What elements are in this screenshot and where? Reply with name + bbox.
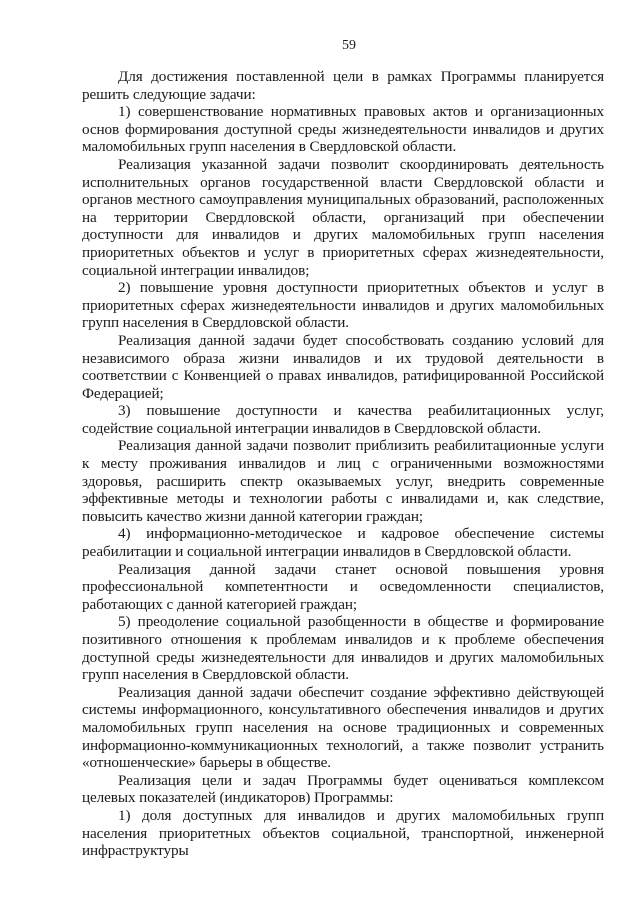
paragraph-task-5: 5) преодоление социальной разобщенности в обществе и формирование позитивного отношения к проблемам инвалидов и к проблеме обеспечения доступной среды жизнедеятельности для инвалидов и других маломобильных групп населения в Свердловской области.: [82, 613, 604, 684]
paragraph-intro: Для достижения поставленной цели в рамках Программы планируется решить следующие задачи:: [82, 68, 604, 103]
paragraph-indicators-intro: Реализация цели и задач Программы будет оцениваться комплексом целевых показателей (индикаторов) Программы:: [82, 771, 604, 807]
paragraph-task-2: 2) повышение уровня доступности приоритетных объектов и услуг в приоритетных сферах жизнедеятельности инвалидов и других маломобильных групп населения в Свердловской области.: [82, 279, 604, 332]
paragraph-task-1-explanation: Реализация указанной задачи позволит скоординировать деятельность исполнительных органов государственной власти Свердловской области и органов местного самоуправления муниципальных образований, расположенных на территории Свердловской области, организаций при обеспечении доступности для инвалидов и других маломобильных групп населения приоритетных объектов и услуг в приоритетных сферах жизнедеятельности, социальной интеграции инвалидов;: [82, 155, 604, 279]
paragraph-task-5-explanation: Реализация данной задачи обеспечит создание эффективно действующей системы информационного, консультативного обеспечения инвалидов и других маломобильных групп населения на основе традиционных и современных информационно-коммуникационных технологий, а также позволит устранить «отношенческие» барьеры в обществе.: [82, 683, 604, 772]
paragraph-task-1: 1) совершенствование нормативных правовых актов и организационных основ формирования доступной среды жизнедеятельности инвалидов и других маломобильных групп населения в Свердловской области.: [82, 103, 604, 156]
document-body: [82, 68, 604, 860]
paragraph-task-3-explanation: Реализация данной задачи позволит приблизить реабилитационные услуги к месту проживания инвалидов и лиц с ограниченными возможностями здоровья, расширить спектр оказываемых услуг, внедрить современные эффективные методы и технологии работы с инвалидами и, как следствие, повысить качество жизни данной категории граждан;: [82, 437, 604, 525]
paragraph-indicator-1: 1) доля доступных для инвалидов и других маломобильных групп населения приоритетных объектов социальной, транспортной, инженерной инфраструктуры: [82, 806, 604, 860]
paragraph-task-4: 4) информационно-методическое и кадровое обеспечение системы реабилитации и социальной интеграции инвалидов в Свердловской области.: [82, 525, 604, 561]
paragraph-task-3: 3) повышение доступности и качества реабилитационных услуг, содействие социальной интеграции инвалидов в Свердловской области.: [82, 402, 604, 437]
paragraph-task-4-explanation: Реализация данной задачи станет основой повышения уровня профессиональной компетентности и осведомленности специалистов, работающих с данной категорией граждан;: [82, 560, 604, 613]
page-number: 59: [342, 38, 356, 53]
paragraph-task-2-explanation: Реализация данной задачи будет способствовать созданию условий для независимого образа жизни инвалидов и их трудовой деятельности в соответствии с Конвенцией о правах инвалидов, ратифицированной Российской Федерацией;: [82, 331, 604, 402]
